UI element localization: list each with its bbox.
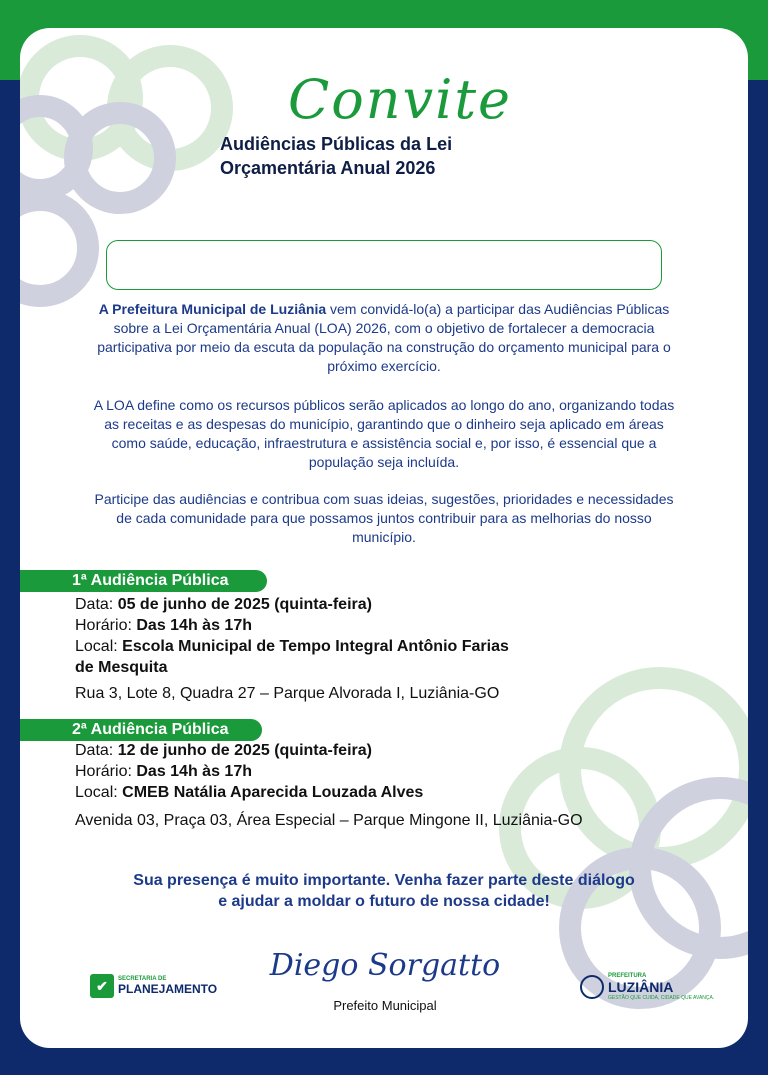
place-value: CMEB Natália Aparecida Louzada Alves [122,784,424,801]
time-value: Das 14h às 17h [136,617,252,634]
date-label: Data: [75,742,118,759]
loa-paragraph: A LOA define como os recursos públicos serão aplicados ao longo do ano, organizando todas as receitas e as despesas do município, garantindo que o dinheiro seja aplicado em áreas como saúde, educação, infraestrutura e assistência social e, por isso, é essencial que a população seja incluída. [93,397,675,470]
logo-big-text: PLANEJAMENTO [118,982,218,996]
time-value: Das 14h às 17h [136,763,252,780]
time-label: Horário: [75,763,137,780]
place-label: Local: [75,784,123,801]
intro-text: vem convidá-lo(a) a participar das Audiências Públicas sobre a Lei Orçamentária Anual (LOA) 2026, com o objetivo de fortalecer a democracia participativa por meio da escuta da população na construção do orçamento municipal para o próximo exercício. [97,301,671,374]
invitation-card [20,28,748,1048]
event-subtitle [220,132,560,180]
closing-line: Sua presença é muito importante. Venha fazer parte deste diálogo [133,872,635,889]
place-value: de Mesquita [75,659,168,676]
date-label: Data: [75,596,118,613]
empty-rounded-box [106,240,662,290]
invitation-script-title: Convite [287,68,513,131]
logo-small-text: PREFEITURA [608,973,647,979]
event-time [75,615,252,636]
leaf-icon: ✔ [90,974,114,998]
event-place-cont [75,657,167,678]
luziania-logo [580,973,714,1001]
place-value: Escola Municipal de Tempo Integral Antônio Farias [122,638,509,655]
event-time [75,761,252,782]
city-emblem-icon [580,975,604,999]
event-date [75,740,372,761]
mayor-signature: Diego Sorgatto [269,948,501,983]
logo-tagline: GESTÃO QUE CUIDA, CIDADE QUE AVANÇA. [608,995,715,1001]
date-value: 05 de junho de 2025 (quinta-feira) [117,596,372,613]
closing-message [80,870,688,912]
logo-small-text: SECRETARIA DE [118,976,167,982]
participate-paragraph: Participe das audiências e contribua com suas ideias, sugestões, prioridades e necessidades de cada comunidade para que possamos juntos contribuir para as melhorias do nosso município. [94,491,674,545]
date-value: 12 de junho de 2025 (quinta-feira) [117,742,372,759]
intro-paragraph [90,300,678,376]
subtitle-line: Audiências Públicas da Lei [220,134,453,154]
time-label: Horário: [75,617,137,634]
event-date [75,594,372,615]
event-banner: 2ª Audiência Pública [20,719,262,741]
closing-line: e ajudar a moldar o futuro de nossa cidade! [218,893,550,910]
event-banner: 1ª Audiência Pública [20,570,267,592]
logo-big-text: LUZIÂNIA [608,979,674,995]
intro-lead: A Prefeitura Municipal de Luziânia [98,301,327,317]
place-label: Local: [75,638,123,655]
subtitle-line: Orçamentária Anual 2026 [220,158,436,178]
event-address: Avenida 03, Praça 03, Área Especial – Parque Mingone II, Luziânia-GO [75,812,583,829]
event-place [75,782,423,803]
signature-role: Prefeito Municipal [333,998,437,1013]
event-place [75,636,509,657]
planejamento-logo [90,973,217,999]
event-address: Rua 3, Lote 8, Quadra 27 – Parque Alvorada I, Luziânia-GO [75,685,500,702]
